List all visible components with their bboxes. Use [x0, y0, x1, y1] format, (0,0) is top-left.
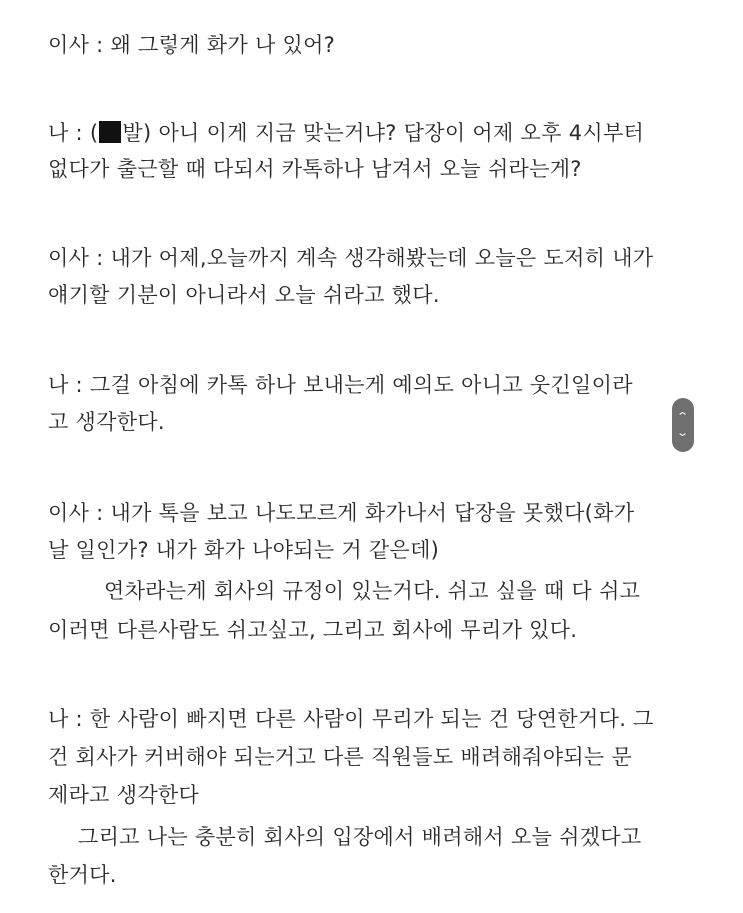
dialogue-line: 이사 : 내가 톡을 보고 나도모르게 화가나서 답장을 못했다(화가 — [48, 501, 635, 525]
dialogue-line: 한거다. — [48, 863, 117, 887]
dialogue-line: 고 생각한다. — [48, 410, 165, 434]
scroll-handle[interactable] — [672, 398, 694, 452]
dialogue-line: 이러면 다른사람도 쉬고싶고, 그리고 회사에 무리가 있다. — [48, 618, 578, 642]
dialogue-line: 제라고 생각한다 — [48, 783, 200, 807]
redaction-box — [99, 121, 121, 143]
chevron-up-icon[interactable]: ⌃ — [676, 410, 690, 423]
dialogue-text: 나 : ( — [48, 121, 99, 145]
dialogue-line: 이사 : 왜 그렇게 화가 나 있어? — [48, 33, 336, 57]
dialogue-line: 나 : 한 사람이 빠지면 다른 사람이 무리가 되는 건 당연한거다. 그 — [48, 707, 654, 731]
dialogue-text: 발) 아니 이게 지금 맞는거냐? 답장이 어제 오후 4시부터 — [122, 121, 645, 145]
dialogue-line: 날 일인가? 내가 화가 나야되는 거 같은데) — [48, 538, 440, 562]
dialogue-line: 얘기할 기분이 아니라서 오늘 쉬라고 했다. — [48, 283, 440, 307]
dialogue-line: 나 : 그걸 아침에 카톡 하나 보내는게 예의도 아니고 웃긴일이라 — [48, 373, 633, 397]
dialogue-line: 건 회사가 커버해야 되는거고 다른 직원들도 배려해줘야되는 문 — [48, 745, 633, 769]
dialogue-line: 없다가 출근할 때 다되서 카톡하나 남겨서 오늘 쉬라는게? — [48, 157, 582, 181]
dialogue-line: 연차라는게 회사의 규정이 있는거다. 쉬고 싶을 때 다 쉬고 — [104, 579, 641, 603]
dialogue-line: 그리고 나는 충분히 회사의 입장에서 배려해서 오늘 쉬겠다고 — [78, 825, 642, 849]
dialogue-line: 이사 : 내가 어제,오늘까지 계속 생각해봤는데 오늘은 도저히 내가 — [48, 246, 654, 270]
dialogue-line — [48, 118, 644, 148]
chevron-down-icon[interactable]: ⌄ — [676, 426, 690, 439]
